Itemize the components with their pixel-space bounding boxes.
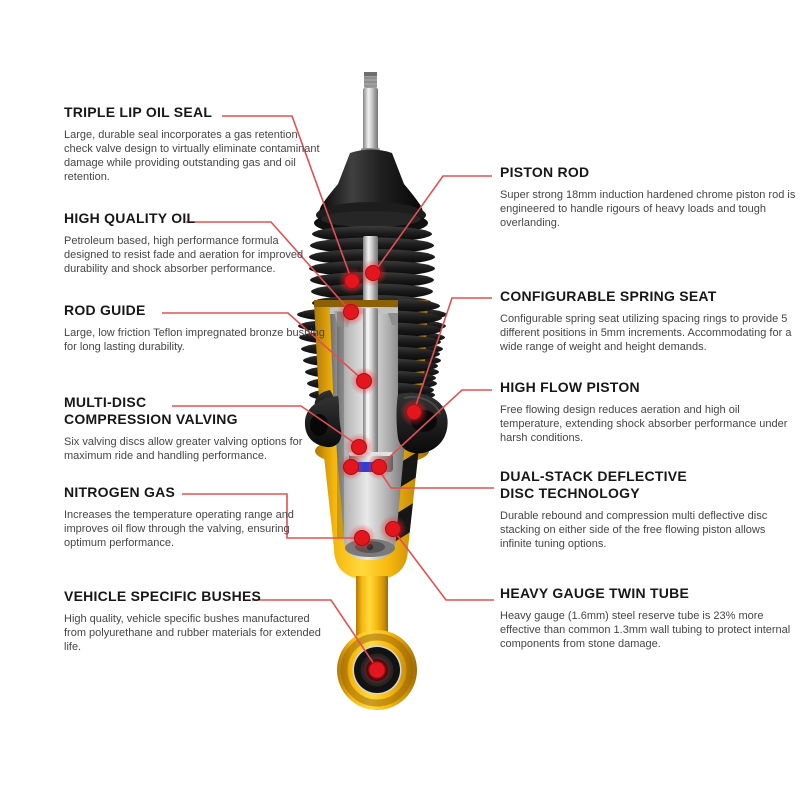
label-multi-disc-valving bbox=[64, 394, 326, 463]
label-body: Super strong 18mm induction hardened chrome piston rod is engineered to handle rigours of heavy loads and tough overlanding. bbox=[500, 189, 796, 229]
label-body: Large, low friction Teflon impregnated bronze bushing for long lasting durability. bbox=[64, 327, 325, 353]
label-body: Petroleum based, high performance formula designed to resist fade and aeration for improved durability and shock absorber performance. bbox=[64, 235, 304, 275]
label-title: TRIPLE LIP OIL SEAL bbox=[64, 104, 213, 120]
label-body: High quality, vehicle specific bushes manufactured from polyurethane and rubber materials for extended life. bbox=[64, 613, 321, 653]
piston-rod-top bbox=[361, 72, 380, 156]
marker-high-quality-oil bbox=[337, 298, 365, 326]
label-title: ROD GUIDE bbox=[64, 302, 146, 318]
label-vehicle-bushes bbox=[64, 588, 326, 654]
label-title-line2: DISC TECHNOLOGY bbox=[500, 485, 640, 501]
label-title: NITROGEN GAS bbox=[64, 484, 176, 500]
label-triple-lip-oil-seal bbox=[64, 104, 326, 184]
marker-piston-rod bbox=[359, 259, 387, 287]
label-body: Heavy gauge (1.6mm) steel reserve tube is 23% more effective than common 1.3mm wall tubing to protect internal components from stone damage. bbox=[500, 610, 791, 650]
label-title: PISTON ROD bbox=[500, 164, 590, 180]
label-title: DUAL-STACK DEFLECTIVE bbox=[500, 468, 687, 484]
label-body: Free flowing design reduces aeration and high oil temperature, extending shock absorber performance under harsh conditions. bbox=[500, 404, 788, 444]
label-title: CONFIGURABLE SPRING SEAT bbox=[500, 288, 717, 304]
label-twin-tube bbox=[500, 585, 800, 651]
lower-shaft bbox=[356, 576, 388, 638]
label-spring-seat bbox=[500, 288, 800, 354]
leader-twin-tube bbox=[394, 531, 494, 600]
label-high-quality-oil bbox=[64, 210, 326, 276]
marker-nitrogen-gas bbox=[348, 524, 376, 552]
label-nitrogen-gas bbox=[64, 484, 326, 550]
label-body: Configurable spring seat utilizing spacing rings to provide 5 different positions in 5mm increments. Accommodating for a wide range of weight and height demands. bbox=[500, 313, 792, 353]
marker-bush bbox=[362, 655, 392, 685]
label-piston-rod bbox=[500, 164, 800, 230]
label-high-flow-piston bbox=[500, 379, 800, 445]
label-title: MULTI-DISC bbox=[64, 394, 147, 410]
marker-dual-stack-right bbox=[366, 454, 392, 480]
label-body: Six valving discs allow greater valving options for maximum ride and handling performance. bbox=[64, 436, 303, 462]
marker-rod-guide bbox=[350, 367, 378, 395]
eyelet-and-bush bbox=[337, 576, 417, 710]
marker-twin-tube bbox=[379, 515, 407, 543]
label-title: HIGH FLOW PISTON bbox=[500, 379, 640, 395]
label-body: Large, durable seal incorporates a gas retention check valve design to virtually eliminate contaminant damage while providing outstanding gas and oil retention. bbox=[64, 129, 320, 183]
label-body: Increases the temperature operating range and improves oil flow through the valving, ensuring optimum performance. bbox=[64, 509, 294, 549]
label-dual-stack-disc bbox=[500, 468, 800, 551]
label-body: Durable rebound and compression multi deflective disc stacking on either side of the free flowing piston allows infinite tuning options. bbox=[500, 510, 768, 550]
label-title: HIGH QUALITY OIL bbox=[64, 210, 196, 226]
label-title: VEHICLE SPECIFIC BUSHES bbox=[64, 588, 262, 604]
label-rod-guide bbox=[64, 302, 326, 354]
marker-dual-stack-left bbox=[338, 454, 364, 480]
marker-spring-seat bbox=[400, 398, 428, 426]
label-title-line2: COMPRESSION VALVING bbox=[64, 411, 238, 427]
label-title: HEAVY GAUGE TWIN TUBE bbox=[500, 585, 690, 601]
